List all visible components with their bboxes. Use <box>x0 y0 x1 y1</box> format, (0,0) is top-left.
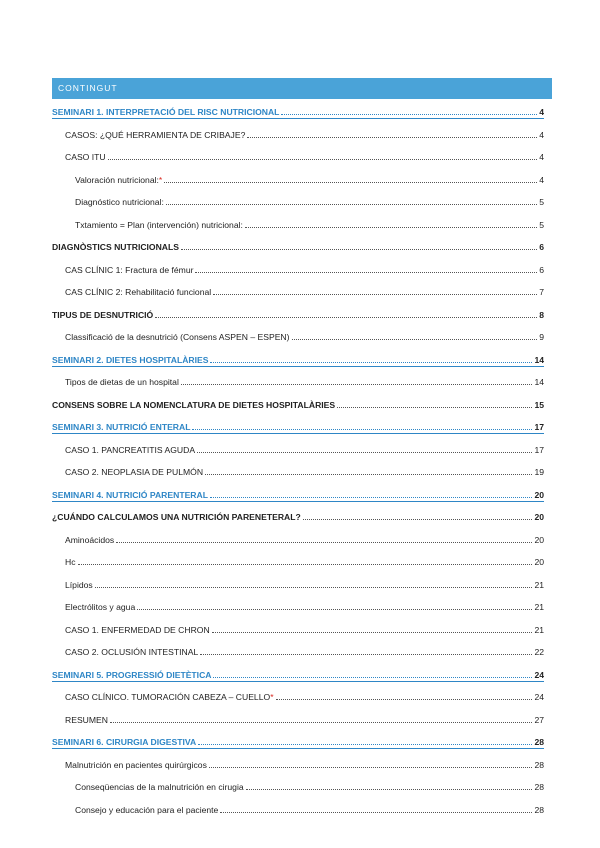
toc-entry-text: SEMINARI 2. DIETES HOSPITALÀRIES <box>52 354 209 365</box>
toc-entry-label <box>52 691 274 703</box>
toc-entry-text: CAS CLÍNIC 2: Rehabilitació funcional <box>65 287 212 297</box>
toc-entry[interactable] <box>52 532 544 546</box>
dot-leader <box>212 632 533 633</box>
toc-entry-text: Aminoácidos <box>65 534 115 545</box>
toc-entry[interactable] <box>52 374 544 388</box>
toc-entry-label <box>52 736 196 748</box>
toc-entry[interactable] <box>52 757 544 771</box>
dot-leader <box>337 407 532 408</box>
toc-page-number: 21 <box>534 602 544 612</box>
toc-entry-text: Consejo y educación para el paciente <box>75 804 219 815</box>
dot-leader <box>78 564 533 565</box>
toc-page-number: 20 <box>534 557 544 567</box>
toc-page-number: 20 <box>534 534 544 545</box>
dot-leader <box>116 542 532 543</box>
toc-entry[interactable] <box>52 689 544 703</box>
toc-entry-text: Conseqüencias de la malnutrición en cirugia <box>75 782 244 792</box>
toc-page-number: 21 <box>534 579 544 590</box>
toc-title: CONTINGUT <box>58 83 118 93</box>
toc-entry-text: Lípidos <box>65 579 93 590</box>
dot-leader <box>205 474 532 475</box>
toc-entry[interactable] <box>52 419 544 434</box>
toc-entry-label <box>52 489 208 501</box>
toc-entry-text: Tipos de dietas de un hospital <box>65 377 179 387</box>
toc-entry[interactable] <box>52 217 544 231</box>
dot-leader <box>209 767 533 768</box>
toc-entry-text: CASO 2. OCLUSIÓN INTESTINAL <box>65 647 199 657</box>
toc-entry-text: Hc <box>65 557 76 567</box>
toc-entry[interactable] <box>52 352 544 367</box>
toc-entry-label <box>52 151 106 163</box>
toc-entry-label <box>52 376 179 388</box>
toc-entry[interactable] <box>52 464 544 478</box>
toc-entry[interactable] <box>52 487 544 502</box>
toc-entry-text: SEMINARI 3. NUTRICIÓ ENTERAL <box>52 422 191 432</box>
toc-entry-text: ¿CUÁNDO CALCULAMOS UNA NUTRICIÓN PARENETERAL? <box>52 512 301 522</box>
toc-page-number: 5 <box>539 197 544 207</box>
toc-entry[interactable] <box>52 734 544 749</box>
toc-page-number: 24 <box>534 669 544 680</box>
toc-entry-text: Malnutrición en pacientes quirúrgicos <box>65 759 207 770</box>
toc-page-number: 24 <box>534 692 544 702</box>
toc-entry[interactable] <box>52 127 544 141</box>
toc-entry-label <box>52 579 93 591</box>
toc-entry-text: CONSENS SOBRE LA NOMENCLATURA DE DIETES HOSPITALÀRIES <box>52 399 336 410</box>
toc-page-number: 28 <box>534 759 544 770</box>
toc-header <box>52 78 552 99</box>
toc-entry-text: Classificació de la desnutrició (Consens ASPEN – ESPEN) <box>65 332 290 342</box>
toc-entry-label <box>52 129 245 141</box>
toc-entry[interactable] <box>52 554 544 568</box>
toc-page-number: 5 <box>539 219 544 230</box>
toc-entry-text: CASOS: ¿QUÉ HERRAMIENTA DE CRIBAJE? <box>65 129 246 140</box>
dot-leader <box>213 677 532 678</box>
toc-page-number: 8 <box>539 309 544 320</box>
toc-entry-label <box>52 781 244 793</box>
toc-page-number: 17 <box>534 444 544 455</box>
toc-entry-text: CASO 2. NEOPLASIA DE PULMÓN <box>65 467 204 477</box>
toc-entry-label <box>52 309 153 321</box>
toc-entry-label <box>52 466 203 478</box>
toc-page-number: 7 <box>539 287 544 297</box>
toc-page-number: 4 <box>539 107 544 117</box>
toc-entry[interactable] <box>52 622 544 636</box>
toc-entry[interactable] <box>52 397 544 411</box>
toc-entry-label <box>52 286 211 298</box>
toc-entry[interactable] <box>52 712 544 726</box>
toc-entry-label <box>52 219 243 231</box>
dot-leader <box>210 362 532 363</box>
dot-leader <box>281 114 537 115</box>
toc-entry-label <box>52 264 193 276</box>
dot-leader <box>246 789 533 790</box>
toc-entry-text: SEMINARI 4. NUTRICIÓ PARENTERAL <box>52 489 208 500</box>
dot-leader <box>303 519 533 520</box>
toc-entry-text: CASO 1. ENFERMEDAD DE CHRON <box>65 624 210 635</box>
toc-entry-label <box>52 331 290 343</box>
toc-entry-label <box>52 556 76 568</box>
toc-page-number: 20 <box>534 512 544 522</box>
dot-leader <box>166 204 537 205</box>
toc-entry-label <box>52 534 114 546</box>
toc-entry-label <box>52 444 195 456</box>
toc-page-number: 9 <box>539 332 544 342</box>
toc-entry-label <box>52 241 179 253</box>
toc-entry[interactable] <box>52 284 544 298</box>
dot-leader <box>108 159 538 160</box>
dot-leader <box>181 384 533 385</box>
dot-leader <box>181 249 537 250</box>
toc-entry[interactable] <box>52 667 544 682</box>
asterisk-mark: * <box>270 692 274 702</box>
toc-entry-text: TIPUS DE DESNUTRICIÓ <box>52 309 154 320</box>
toc-entry[interactable] <box>52 644 544 658</box>
dot-leader <box>200 654 532 655</box>
dot-leader <box>192 429 532 430</box>
toc-page-number: 22 <box>534 647 544 657</box>
toc-entry-text: RESUMEN <box>65 714 108 725</box>
toc-entry-text: Txtamiento = Plan (intervención) nutricional: <box>75 219 243 230</box>
toc-entry-label <box>52 759 207 771</box>
toc-page-number: 4 <box>539 174 544 185</box>
toc-entry-label <box>52 601 135 613</box>
toc-page-number: 28 <box>534 782 544 792</box>
toc-entry-label <box>52 421 190 433</box>
toc-page-number: 15 <box>534 399 544 410</box>
toc-entry-text: CAS CLÍNIC 1: Fractura de fémur <box>65 264 194 275</box>
dot-leader <box>220 812 532 813</box>
toc-entry[interactable] <box>52 239 544 253</box>
toc-entry[interactable] <box>52 802 544 816</box>
toc-page-number: 6 <box>539 264 544 275</box>
toc-entry-text: Valoración nutricional: <box>75 174 159 185</box>
toc-entry-text: Electrólitos y agua <box>65 602 136 612</box>
toc-page-number: 14 <box>534 377 544 387</box>
dot-leader <box>137 609 532 610</box>
toc-entry[interactable] <box>52 307 544 321</box>
toc-page-number: 28 <box>534 737 544 747</box>
toc-page-number: 4 <box>539 152 544 162</box>
toc-entry-label <box>52 646 198 658</box>
toc-entry-label <box>52 669 211 681</box>
toc-page-number: 27 <box>534 714 544 725</box>
toc-entry-text: Diagnóstico nutricional: <box>75 197 164 207</box>
toc-entry-label <box>52 106 279 118</box>
toc-entry[interactable] <box>52 599 544 613</box>
dot-leader <box>276 699 533 700</box>
dot-leader <box>213 294 537 295</box>
toc-entry-label <box>52 511 301 523</box>
toc-entry-label <box>52 804 218 816</box>
toc-entry-label <box>52 624 210 636</box>
toc-entry[interactable] <box>52 329 544 343</box>
dot-leader <box>195 272 537 273</box>
dot-leader <box>164 182 537 183</box>
dot-leader <box>95 587 533 588</box>
toc-entry-text: SEMINARI 1. INTERPRETACIÓ DEL RISC NUTRICIONAL <box>52 107 280 117</box>
toc-page-number: 20 <box>534 489 544 500</box>
toc-entry[interactable] <box>52 442 544 456</box>
toc-entry[interactable] <box>52 779 544 793</box>
dot-leader <box>292 339 538 340</box>
toc-entry[interactable] <box>52 577 544 591</box>
dot-leader <box>198 744 532 745</box>
toc-entry[interactable] <box>52 509 544 523</box>
toc-entry-label <box>52 714 108 726</box>
toc-page-number: 28 <box>534 804 544 815</box>
toc-entry-text: CASO 1. PANCREATITIS AGUDA <box>65 444 196 455</box>
toc-page-number: 17 <box>534 422 544 432</box>
dot-leader <box>197 452 532 453</box>
toc-entry-text: SEMINARI 5. PROGRESSIÓ DIETÈTICA <box>52 669 212 680</box>
toc-entry-label <box>52 354 208 366</box>
dot-leader <box>247 137 537 138</box>
toc-page-number: 19 <box>534 467 544 477</box>
toc-page-number: 21 <box>534 624 544 635</box>
toc-entry-text: CASO CLÍNICO. TUMORACIÓN CABEZA – CUELLO <box>65 692 271 702</box>
toc-entry[interactable] <box>52 172 544 186</box>
toc-entry[interactable] <box>52 104 544 119</box>
toc-page-number: 6 <box>539 242 544 252</box>
toc-entry-label <box>52 174 162 186</box>
asterisk-mark: * <box>158 174 163 185</box>
toc-entry[interactable] <box>52 194 544 208</box>
toc-page-number: 4 <box>539 129 544 140</box>
toc-entry[interactable] <box>52 149 544 163</box>
toc-entry-label <box>52 399 335 411</box>
dot-leader <box>245 227 537 228</box>
toc-entry-text: CASO ITU <box>65 152 106 162</box>
toc-page-number: 14 <box>534 354 544 365</box>
toc-entry[interactable] <box>52 262 544 276</box>
toc-entry-text: SEMINARI 6. CIRURGIA DIGESTIVA <box>52 737 197 747</box>
dot-leader <box>110 722 532 723</box>
toc-entry-text: DIAGNÒSTICS NUTRICIONALS <box>52 242 179 252</box>
dot-leader <box>210 497 532 498</box>
toc-entry-label <box>52 196 164 208</box>
dot-leader <box>155 317 537 318</box>
